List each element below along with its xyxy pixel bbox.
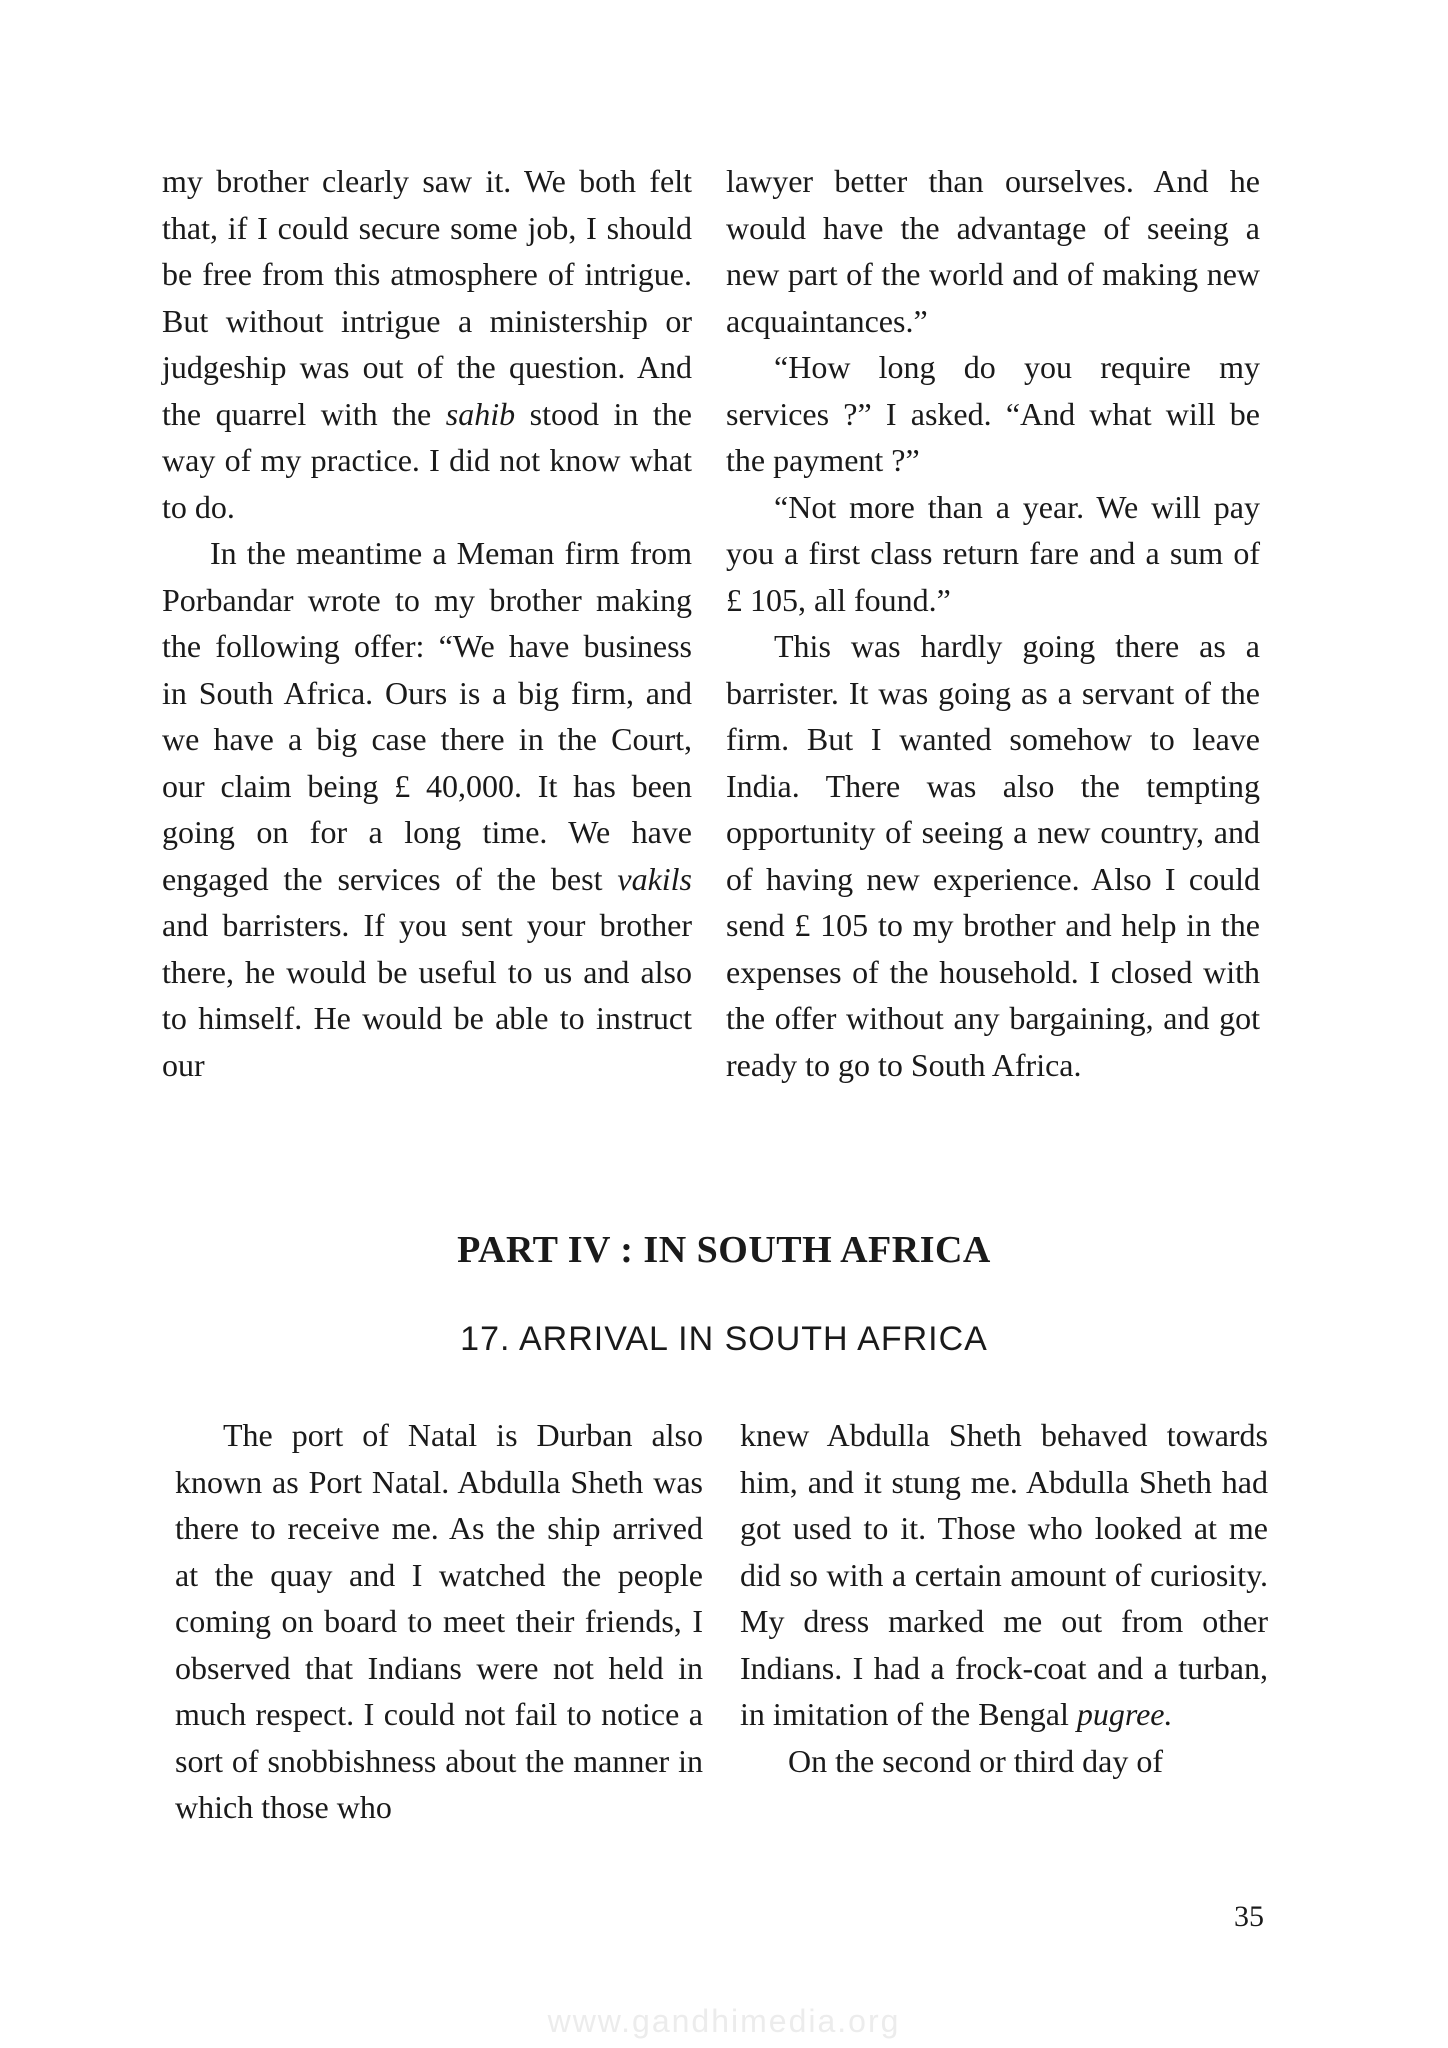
text-run: my brother clearly saw it. We both felt that, if I could secure some job, I should be free from this atmosphere of intrigue. But without intrigue a ministership or judgeship was out of the question. And the quarrel with the <box>162 163 692 432</box>
watermark: www.gandhimedia.org <box>547 2003 901 2039</box>
paragraph <box>726 623 1260 1088</box>
text-run: On the second or third day of <box>788 1742 1164 1779</box>
paragraph <box>162 530 692 1088</box>
text-run: lawyer better than ourselves. And he would have the advantage of seeing a new part of the world and of making new acquaintances.” <box>726 163 1260 339</box>
part-heading: PART IV : IN SOUTH AFRICA <box>457 1229 991 1271</box>
chapter-heading: 17. ARRIVAL IN SOUTH AFRICA <box>460 1320 988 1358</box>
bottom-right-column <box>740 1412 1268 1784</box>
text-run: The port of Natal is Durban also known as Port Natal. Abdulla Sheth was there to receive me. As the ship arrived at the quay and I watched the people coming on board to meet their friends, I observed that Indians were not held in much respect. I could not fail to notice a sort of snobbishness about the manner in which those who <box>175 1417 703 1825</box>
bottom-left-column <box>175 1412 703 1831</box>
paragraph <box>726 158 1260 344</box>
paragraph <box>175 1412 703 1831</box>
paragraph <box>740 1412 1268 1738</box>
italic-term: pugree. <box>1076 1696 1173 1732</box>
paragraph <box>726 484 1260 624</box>
text-run: In the meantime a Meman firm from Porbandar wrote to my brother making the following offer: “We have business in South Africa. Ours is a big firm, and we have a big case there in the Court, our claim being £ 40,000. It has been going on for a long time. We have engaged the services of the best <box>162 535 692 897</box>
text-run: and barristers. If you sent your brother there, he would be useful to us and also to himself. He would be able to instruct our <box>162 907 692 1083</box>
page-number: 35 <box>1234 1900 1264 1933</box>
text-run: stood in the way of my practice. I did not know what to do. <box>162 395 693 525</box>
italic-term: vakils <box>617 860 692 897</box>
italic-term: sahib <box>445 395 516 432</box>
text-run: “Not more than a year. We will pay you a first class return fare and a sum of £ 105, all found.” <box>726 488 1260 618</box>
paragraph <box>162 158 692 530</box>
text-run: “How long do you require my services ?” I asked. “And what will be the payment ?” <box>726 349 1260 478</box>
text-run: This was hardly going there as a barrister. It was going as a servant of the firm. But I wanted somehow to leave India. There was also the tempting opportunity of seeing a new country, and of having new experience. Also I could send £ 105 to my brother and help in the expenses of the household. I closed with the offer without any bargaining, and got ready to go to South Africa. <box>726 628 1260 1083</box>
paragraph <box>726 344 1260 484</box>
top-left-column <box>162 158 692 1088</box>
paragraph <box>740 1738 1268 1785</box>
text-run: knew Abdulla Sheth behaved towards him, and it stung me. Abdulla Sheth had got used to it. Those who looked at me did so with a certain amount of curiosity. My dress marked me out from other Indians. I had a frock-coat and a turban, in imitation of the Bengal <box>740 1417 1268 1732</box>
top-right-column <box>726 158 1260 1088</box>
